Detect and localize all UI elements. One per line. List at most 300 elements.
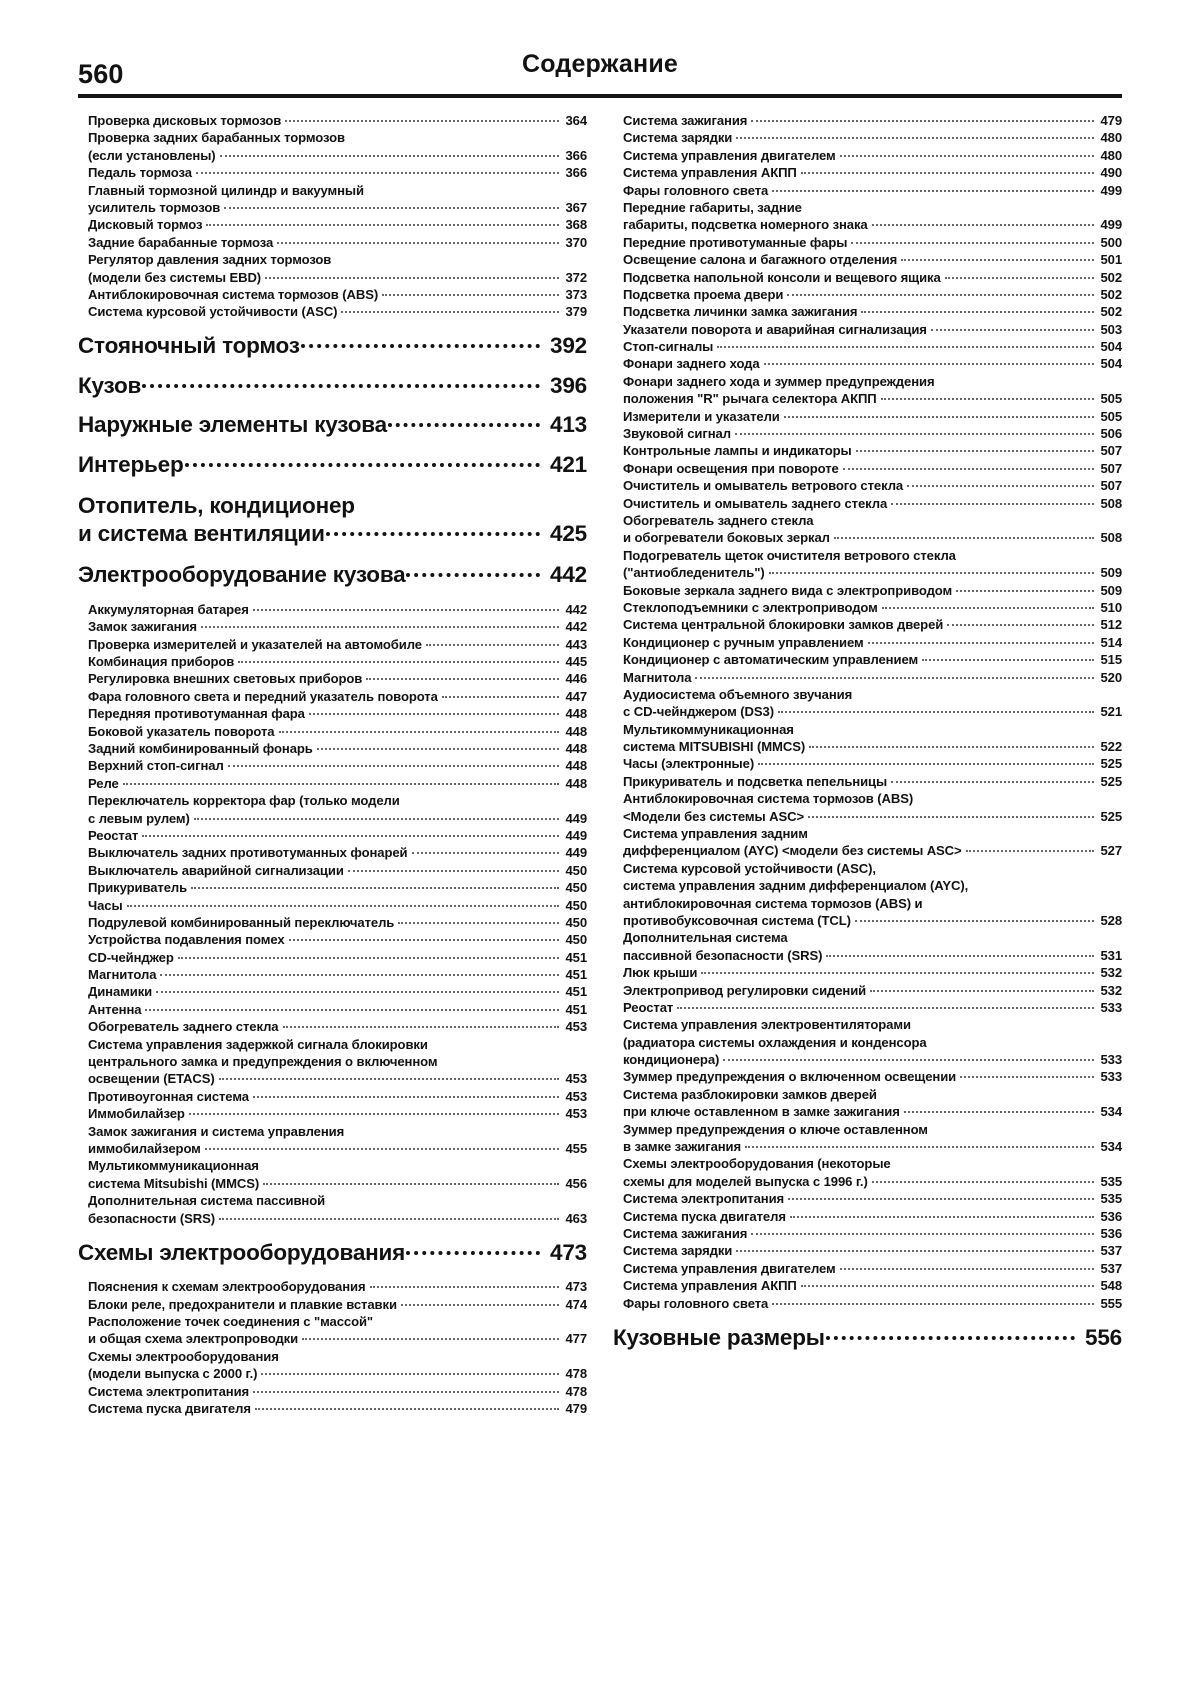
toc-page-number: 512 xyxy=(1100,617,1122,633)
toc-page-number: 445 xyxy=(565,654,587,670)
toc-entry[interactable] xyxy=(88,638,587,651)
toc-entry[interactable] xyxy=(623,149,1122,162)
toc-page-number: 505 xyxy=(1100,391,1122,407)
toc-entry-continuation: Подогреватель щеток очистителя ветрового стекла xyxy=(623,547,956,563)
toc-page-number: 479 xyxy=(1100,113,1122,128)
toc-page-number: 525 xyxy=(1100,773,1122,789)
toc-entry-label: Стеклоподъемники с электроприводом xyxy=(623,599,878,615)
leader-dots xyxy=(382,294,559,296)
toc-entry-label: Иммобилайзер xyxy=(88,1106,185,1122)
toc-page-number: 449 xyxy=(565,827,587,843)
toc-entry-label: Система управления двигателем xyxy=(623,1260,836,1276)
toc-entry[interactable] xyxy=(623,497,1122,510)
leader-dots xyxy=(872,224,1094,226)
toc-section-entry[interactable] xyxy=(613,1324,1122,1350)
toc-entry[interactable] xyxy=(88,1402,587,1415)
leader-dots xyxy=(751,1233,1094,1235)
toc-page-number: 480 xyxy=(1100,130,1122,146)
leader-dots xyxy=(677,1007,1094,1009)
toc-entry-label: Измерители и указатели xyxy=(623,408,780,424)
page-title-text: Содержание xyxy=(521,50,679,78)
toc-entry[interactable] xyxy=(623,705,1122,718)
toc-page-number: 527 xyxy=(1100,843,1122,859)
toc-entry[interactable] xyxy=(88,759,587,772)
toc-entry-label: Антенна xyxy=(88,1001,142,1017)
toc-entry[interactable] xyxy=(88,166,587,179)
toc-entry-label: Фары головного света xyxy=(623,182,769,198)
toc-section-entry[interactable] xyxy=(78,451,587,477)
toc-page-number: 502 xyxy=(1100,269,1122,285)
toc-page-number: 451 xyxy=(565,984,587,1000)
toc-entry-label: <Модели без системы ASC> xyxy=(623,808,805,824)
leader-dots xyxy=(778,711,1094,713)
leader-dots xyxy=(891,781,1094,783)
leader-dots xyxy=(751,120,1094,122)
leader-dots xyxy=(263,1183,559,1185)
toc-entry[interactable] xyxy=(88,288,587,301)
leader-dots xyxy=(123,783,559,785)
leader-dots xyxy=(882,607,1094,609)
toc-page-number: 455 xyxy=(565,1141,587,1156)
toc-entry[interactable] xyxy=(623,1262,1122,1275)
leader-dots xyxy=(870,990,1094,992)
leader-dots xyxy=(206,224,559,226)
toc-entry[interactable] xyxy=(623,1297,1122,1310)
toc-section-entry[interactable] xyxy=(78,564,587,587)
toc-page-number: 448 xyxy=(565,775,587,791)
toc-entry[interactable] xyxy=(88,672,587,685)
leader-dots xyxy=(189,1113,559,1115)
toc-entry[interactable] xyxy=(623,966,1122,979)
toc-page-number: 528 xyxy=(1100,912,1122,928)
toc-entry-continuation: Система управления задержкой сигнала блокировки xyxy=(88,1036,428,1052)
toc-entry-label: Магнитола xyxy=(623,669,692,685)
toc-entry-label: освещении (ETACS) xyxy=(88,1071,215,1087)
toc-page-number: 448 xyxy=(565,706,587,722)
leader-dots xyxy=(736,1250,1094,1252)
toc-entry-continuation: Дополнительная система xyxy=(623,930,788,946)
leader-dots xyxy=(145,1009,559,1011)
toc-entry-label: Замок зажигания xyxy=(88,619,197,635)
toc-entry-label: Фонари заднего хода xyxy=(623,356,760,372)
toc-entry-label: габариты, подсветка номерного знака xyxy=(623,217,868,233)
leader-dots xyxy=(228,765,559,767)
leader-dots xyxy=(178,957,559,959)
leader-dots xyxy=(289,939,559,941)
toc-entry[interactable] xyxy=(88,305,587,318)
toc-entry[interactable] xyxy=(623,740,1122,753)
toc-entry-label: Аккумуляторная батарея xyxy=(88,601,249,617)
toc-page-number: 505 xyxy=(1100,408,1122,424)
toc-entry-label: ("антиобледенитель") xyxy=(623,565,765,581)
toc-entry-continuation: Главный тормозной цилиндр и вакуумный xyxy=(88,182,364,198)
leader-dots xyxy=(764,363,1094,365)
toc-entry-label: система Mitsubishi (MMCS) xyxy=(88,1175,260,1191)
toc-page-number: 456 xyxy=(565,1175,587,1191)
toc-page-number: 448 xyxy=(565,758,587,774)
toc-section-entry[interactable] xyxy=(78,414,587,437)
toc-entry[interactable] xyxy=(623,340,1122,353)
toc-page-number: 448 xyxy=(565,741,587,757)
toc-entry[interactable] xyxy=(88,968,587,981)
leader-dots xyxy=(856,450,1094,452)
toc-section-entry[interactable] xyxy=(78,1239,587,1265)
toc-entry[interactable] xyxy=(623,236,1122,249)
leader-dots xyxy=(388,423,540,427)
leader-dots xyxy=(366,678,559,680)
toc-entry[interactable] xyxy=(623,357,1122,370)
toc-page-number: 534 xyxy=(1100,1139,1122,1155)
toc-entry[interactable] xyxy=(88,916,587,929)
toc-entry-continuation: Дополнительная система пассивной xyxy=(88,1193,326,1209)
leader-dots xyxy=(840,1268,1094,1270)
toc-entry[interactable] xyxy=(88,1212,587,1225)
toc-page-number: 453 xyxy=(565,1071,587,1087)
leader-dots xyxy=(142,384,540,388)
leader-dots xyxy=(907,485,1094,487)
toc-entry-continuation: Фонари заднего хода и зуммер предупреждения xyxy=(623,373,935,389)
leader-dots xyxy=(745,1146,1094,1148)
toc-entry[interactable] xyxy=(623,1175,1122,1188)
toc-entry[interactable] xyxy=(88,236,587,249)
toc-entry[interactable] xyxy=(88,742,587,755)
leader-dots xyxy=(265,277,559,279)
toc-entry[interactable] xyxy=(88,1332,587,1345)
toc-page-number: 396 xyxy=(550,372,587,398)
toc-entry[interactable] xyxy=(623,584,1122,597)
toc-entry[interactable] xyxy=(88,603,587,616)
toc-entry-label: Кондиционер с ручным управлением xyxy=(623,634,864,650)
toc-entry[interactable] xyxy=(623,253,1122,266)
toc-entry-label: Электропривод регулировки сидений xyxy=(623,982,867,998)
toc-entry-label: Передние противотуманные фары xyxy=(623,234,848,250)
toc-entry-label: (модели без системы EBD) xyxy=(88,269,262,285)
toc-page-number: 535 xyxy=(1100,1173,1122,1189)
toc-page-number: 555 xyxy=(1100,1295,1122,1311)
toc-entry[interactable] xyxy=(88,1020,587,1033)
toc-page-number: 473 xyxy=(550,1239,587,1265)
toc-entry[interactable] xyxy=(88,846,587,859)
toc-entry[interactable] xyxy=(623,114,1122,127)
leader-dots xyxy=(194,818,559,820)
toc-entry[interactable] xyxy=(623,166,1122,179)
leader-dots xyxy=(701,972,1094,974)
toc-entry-continuation: антиблокировочная система тормозов (ABS) и xyxy=(623,895,923,911)
toc-entry[interactable] xyxy=(88,1177,587,1190)
toc-entry-label: Система центральной блокировки замков дверей xyxy=(623,617,944,633)
toc-entry-label: Система пуска двигателя xyxy=(88,1400,251,1416)
leader-dots xyxy=(922,659,1094,661)
toc-entry-continuation: (радиатора системы охлаждения и конденсора xyxy=(623,1034,927,1050)
leader-dots xyxy=(904,1111,1094,1113)
toc-entry[interactable] xyxy=(623,844,1122,857)
toc-page-number: 509 xyxy=(1100,565,1122,581)
toc-entry[interactable] xyxy=(88,725,587,738)
toc-entry[interactable] xyxy=(88,655,587,668)
toc-entry[interactable] xyxy=(88,1003,587,1016)
toc-page-number: 450 xyxy=(565,897,587,913)
leader-dots xyxy=(309,713,559,715)
toc-entry-label: при ключе оставленном в замке зажигания xyxy=(623,1104,900,1120)
leader-dots xyxy=(442,696,559,698)
toc-entry-continuation: Мультикоммуникационная xyxy=(88,1158,259,1174)
toc-page-number: 373 xyxy=(565,286,587,302)
toc-page-number: 442 xyxy=(565,619,587,635)
toc-section-label: Схемы электрооборудования xyxy=(78,1239,406,1265)
toc-page-number: 535 xyxy=(1100,1191,1122,1207)
toc-entry[interactable] xyxy=(623,1001,1122,1014)
toc-entry-label: Антиблокировочная система тормозов (ABS) xyxy=(88,286,379,302)
toc-entry[interactable] xyxy=(623,618,1122,631)
leader-dots xyxy=(406,573,540,577)
toc-entry-label: противобуксовочная система (TCL) xyxy=(623,912,851,928)
toc-page-number: 450 xyxy=(565,932,587,948)
toc-page-number: 370 xyxy=(565,234,587,250)
toc-section-label-line2: и система вентиляции xyxy=(78,521,325,547)
toc-page-number: 366 xyxy=(565,147,587,163)
toc-page-number: 514 xyxy=(1100,634,1122,650)
toc-entry[interactable] xyxy=(623,410,1122,423)
toc-section-label: Кузов xyxy=(78,372,142,398)
toc-entry-label: Фары головного света xyxy=(623,1295,769,1311)
toc-entry[interactable] xyxy=(88,707,587,720)
toc-entry[interactable] xyxy=(623,1210,1122,1223)
toc-entry[interactable] xyxy=(88,1072,587,1085)
toc-entry-continuation: Аудиосистема объемного звучания xyxy=(623,686,853,702)
toc-page-number: 521 xyxy=(1100,704,1122,720)
toc-entry-label: Магнитола xyxy=(88,967,157,983)
toc-entry[interactable] xyxy=(88,1107,587,1120)
leader-dots xyxy=(326,532,540,536)
toc-page-number: 507 xyxy=(1100,478,1122,494)
toc-entry[interactable] xyxy=(623,462,1122,475)
toc-entry[interactable] xyxy=(623,271,1122,284)
toc-entry[interactable] xyxy=(623,1244,1122,1257)
toc-entry[interactable] xyxy=(623,984,1122,997)
toc-entry[interactable] xyxy=(623,601,1122,614)
leader-dots xyxy=(279,731,560,733)
toc-entry[interactable] xyxy=(623,1279,1122,1292)
toc-page-number: 532 xyxy=(1100,965,1122,981)
toc-page-number: 473 xyxy=(565,1279,587,1295)
toc-entry[interactable] xyxy=(623,653,1122,666)
toc-entry[interactable] xyxy=(623,775,1122,788)
leader-dots xyxy=(341,311,559,313)
toc-entry-label: Обогреватель заднего стекла xyxy=(88,1019,279,1035)
toc-entry[interactable] xyxy=(623,427,1122,440)
toc-entry-label: Регулировка внешних световых приборов xyxy=(88,671,363,687)
toc-entry[interactable] xyxy=(88,899,587,912)
toc-column-left xyxy=(78,114,587,1419)
leader-dots xyxy=(201,626,559,628)
toc-section-entry[interactable] xyxy=(78,372,587,398)
toc-entry-continuation: Проверка задних барабанных тормозов xyxy=(88,130,345,146)
toc-entry-label: (модели выпуска с 2000 г.) xyxy=(88,1366,258,1382)
toc-entry[interactable] xyxy=(88,829,587,842)
toc-entry-label: Часы xyxy=(88,897,123,913)
toc-entry[interactable] xyxy=(88,149,587,162)
toc-entry-label: Прикуриватель и подсветка пепельницы xyxy=(623,773,888,789)
toc-page-number: 508 xyxy=(1100,530,1122,546)
leader-dots xyxy=(317,748,559,750)
toc-page-number: 478 xyxy=(565,1383,587,1399)
toc-page-number: 413 xyxy=(550,412,587,438)
toc-entry-label: кондиционера) xyxy=(623,1052,720,1068)
toc-page-number: 556 xyxy=(1085,1324,1122,1350)
leader-dots xyxy=(840,155,1094,157)
toc-entry-label: Подсветка проема двери xyxy=(623,286,784,302)
toc-page-number: 500 xyxy=(1100,234,1122,250)
leader-dots xyxy=(843,468,1094,470)
toc-page-number: 368 xyxy=(565,217,587,233)
toc-section-label: Стояночный тормоз xyxy=(78,333,300,359)
toc-entry[interactable] xyxy=(623,636,1122,649)
toc-entry-continuation: Расположение точек соединения с "массой" xyxy=(88,1313,374,1329)
toc-entry[interactable] xyxy=(88,933,587,946)
toc-entry[interactable] xyxy=(623,1070,1122,1083)
toc-entry[interactable] xyxy=(88,271,587,284)
leader-dots xyxy=(784,416,1094,418)
toc-entry-label: безопасности (SRS) xyxy=(88,1210,215,1226)
toc-entry[interactable] xyxy=(88,1280,587,1293)
toc-entry-label: Комбинация приборов xyxy=(88,654,235,670)
toc-entry-label: Подрулевой комбинированный переключатель xyxy=(88,914,395,930)
toc-entry-label: Стоп-сигналы xyxy=(623,339,714,355)
toc-entry[interactable] xyxy=(88,864,587,877)
toc-section-label-line1: Отопитель, кондиционер xyxy=(78,493,355,519)
leader-dots xyxy=(735,433,1094,435)
toc-page-number: 533 xyxy=(1100,1069,1122,1085)
toc-entry[interactable] xyxy=(88,114,587,127)
toc-entry-continuation: Зуммер предупреждения о ключе оставленном xyxy=(623,1121,928,1137)
toc-page-number: 532 xyxy=(1100,982,1122,998)
toc-page-number: 502 xyxy=(1100,286,1122,302)
toc-page-number: 446 xyxy=(565,671,587,687)
leader-dots xyxy=(695,677,1094,679)
toc-entry[interactable] xyxy=(623,218,1122,231)
toc-entry[interactable] xyxy=(623,757,1122,770)
toc-entry[interactable] xyxy=(623,531,1122,544)
toc-section-entry[interactable] xyxy=(78,335,587,358)
toc-entry[interactable] xyxy=(88,951,587,964)
toc-entry[interactable] xyxy=(623,566,1122,579)
toc-page-number: 502 xyxy=(1100,304,1122,320)
toc-entry-continuation: Антиблокировочная система тормозов (ABS) xyxy=(623,791,914,807)
toc-entry[interactable] xyxy=(623,184,1122,197)
leader-dots xyxy=(801,172,1094,174)
toc-entry[interactable] xyxy=(623,305,1122,318)
toc-page-number: 477 xyxy=(565,1331,587,1347)
toc-entry[interactable] xyxy=(88,1090,587,1103)
toc-entry[interactable] xyxy=(623,949,1122,962)
leader-dots xyxy=(788,1198,1094,1200)
toc-entry[interactable] xyxy=(623,392,1122,405)
toc-entry[interactable] xyxy=(623,1140,1122,1153)
toc-page-number: 548 xyxy=(1100,1278,1122,1294)
toc-entry-continuation: Система разблокировки замков дверей xyxy=(623,1086,877,1102)
toc-entry[interactable] xyxy=(88,620,587,633)
toc-page-number: 507 xyxy=(1100,443,1122,459)
toc-entry-label: Устройства подавления помех xyxy=(88,932,285,948)
toc-page-number: 449 xyxy=(565,845,587,861)
toc-page-number: 372 xyxy=(565,269,587,285)
toc-page-number: 421 xyxy=(550,451,587,477)
toc-entry[interactable] xyxy=(88,690,587,703)
toc-entry-label: Система курсовой устойчивости (ASC) xyxy=(88,304,338,320)
toc-entry[interactable] xyxy=(88,1385,587,1398)
toc-entry-continuation: Схемы электрооборудования (некоторые xyxy=(623,1156,891,1172)
leader-dots xyxy=(253,609,559,611)
toc-entry[interactable] xyxy=(88,777,587,790)
toc-page-number: 525 xyxy=(1100,756,1122,772)
toc-page-number: 367 xyxy=(565,199,587,215)
toc-page-number: 448 xyxy=(565,723,587,739)
leader-dots xyxy=(253,1096,559,1098)
toc-entry[interactable] xyxy=(623,914,1122,927)
toc-section-entry[interactable] xyxy=(78,493,587,547)
leader-dots xyxy=(185,463,540,467)
leader-dots xyxy=(809,746,1094,748)
toc-entry[interactable] xyxy=(623,671,1122,684)
toc-entry-label: Проверка дисковых тормозов xyxy=(88,113,282,128)
toc-entry[interactable] xyxy=(88,812,587,825)
toc-section-label: Кузовные размеры xyxy=(613,1324,825,1350)
toc-entry-label: Система зарядки xyxy=(623,130,733,146)
toc-columns xyxy=(78,114,1122,1419)
toc-page-number: 504 xyxy=(1100,339,1122,355)
leader-dots xyxy=(960,1076,1094,1078)
toc-entry[interactable] xyxy=(88,218,587,231)
leader-dots xyxy=(717,346,1094,348)
leader-dots xyxy=(277,242,559,244)
toc-entry[interactable] xyxy=(88,201,587,214)
toc-entry[interactable] xyxy=(623,1053,1122,1066)
toc-entry[interactable] xyxy=(623,323,1122,336)
toc-entry[interactable] xyxy=(623,288,1122,301)
leader-dots xyxy=(872,1181,1094,1183)
leader-dots xyxy=(723,1059,1094,1061)
toc-entry[interactable] xyxy=(623,1227,1122,1240)
toc-page-number: 537 xyxy=(1100,1243,1122,1259)
toc-page-number: 450 xyxy=(565,880,587,896)
toc-entry[interactable] xyxy=(88,1142,587,1155)
toc-page-number: 379 xyxy=(565,304,587,320)
toc-entry[interactable] xyxy=(623,1192,1122,1205)
toc-page-number: 453 xyxy=(565,1106,587,1122)
toc-page-number: 364 xyxy=(565,113,587,128)
toc-entry-label: CD-чейнджер xyxy=(88,949,174,965)
toc-entry[interactable] xyxy=(623,131,1122,144)
leader-dots xyxy=(220,155,559,157)
toc-entry[interactable] xyxy=(623,479,1122,492)
toc-page-number: 506 xyxy=(1100,426,1122,442)
leader-dots xyxy=(401,1304,559,1306)
toc-entry[interactable] xyxy=(623,1105,1122,1118)
toc-entry[interactable] xyxy=(88,1298,587,1311)
leader-dots xyxy=(224,207,559,209)
leader-dots xyxy=(261,1373,559,1375)
toc-entry[interactable] xyxy=(623,810,1122,823)
toc-entry-label: Указатели поворота и аварийная сигнализация xyxy=(623,321,927,337)
toc-page-number: 531 xyxy=(1100,947,1122,963)
leader-dots xyxy=(406,1251,540,1255)
toc-entry[interactable] xyxy=(88,985,587,998)
toc-section-label: Электрооборудование кузова xyxy=(78,562,406,588)
toc-entry[interactable] xyxy=(88,1367,587,1380)
toc-entry[interactable] xyxy=(623,444,1122,457)
toc-entry-label: Педаль тормоза xyxy=(88,165,192,181)
toc-entry[interactable] xyxy=(88,881,587,894)
